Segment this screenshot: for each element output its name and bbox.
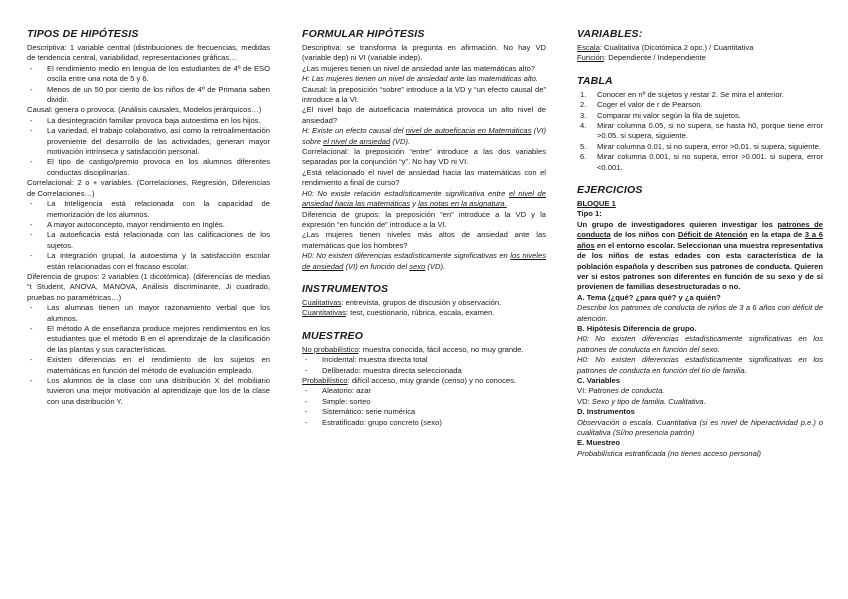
paragraph: Correlacional: la preposición “entre” introduce a las dos variables separadas por la conjunción “y”. No hay VD ni VI. xyxy=(302,147,546,167)
hypothesis: H: Las mujeres tienen un nivel de ansiedad ante las matemáticas alto. xyxy=(302,74,538,84)
text-run: (VI) en función del xyxy=(343,261,410,271)
step-text: Coger el valor de r de Pearson. xyxy=(597,100,703,110)
text-run: (VD). xyxy=(390,136,411,146)
label: No probabilístico xyxy=(302,344,359,354)
step-number: 6. xyxy=(580,152,587,162)
answer-a-text: Describir los patrones de conducta de niños de 3 a 6 años con déficit de atención. xyxy=(577,303,823,323)
column-tipos-hipotesis xyxy=(27,28,270,407)
underlined-term: Déficit de Atención xyxy=(677,230,748,240)
list-item xyxy=(577,142,823,152)
text-run: : difícil acceso, muy grande (censo) y no conoces. xyxy=(347,375,517,385)
causal-intro: Causal: genera o provoca. (Análisis causales, Modelos jerárquicos…) xyxy=(27,105,262,115)
section-title-muestreo: MUESTREO xyxy=(302,329,364,342)
descriptiva-list xyxy=(27,64,270,106)
underlined-term: 3 a 6 años xyxy=(577,230,823,250)
list-item: - La autoeficacia está relacionada con las calificaciones de los sujetos. xyxy=(27,230,270,251)
text-run: : Dependiente / Independiente xyxy=(604,53,706,63)
list-item xyxy=(577,152,823,173)
exercise-statement xyxy=(577,220,823,293)
list-item xyxy=(577,111,823,121)
paragraph xyxy=(302,298,546,308)
column-variables-ejercicios xyxy=(577,28,823,459)
list-item: - La integración grupal, la autoestima y la satisfacción escolar están relacionadas con el fracaso escolar. xyxy=(27,251,270,272)
list-item: - La Inteligencia está relacionada con la capacidad de memorización de los alumnos. xyxy=(27,199,270,220)
section-title-tipos: TIPOS DE HIPÓTESIS xyxy=(27,28,139,40)
list-item xyxy=(577,100,823,110)
list-item: - Las alumnas tienen un mayor razonamiento verbal que los alumnos. xyxy=(27,303,270,324)
label: Escala xyxy=(577,43,600,52)
label: Función xyxy=(577,53,605,63)
paragraph: Descriptiva: se transforma la pregunta en afirmación. No hay VD (variable dep) ni VI (variable indep). xyxy=(302,43,546,63)
section-title-formular: FORMULAR HIPÓTESIS xyxy=(302,28,425,40)
paragraph: Diferencia de grupos: la preposición “en” introduce a la VD y la expresión “en función de” introduce a la VI. xyxy=(302,209,546,229)
text-run: : entrevista, grupos de discusión y observación. xyxy=(341,297,502,307)
tipo-label: Tipo 1: xyxy=(577,209,602,219)
underlined-variable: sexo xyxy=(409,261,426,271)
descriptiva-intro: Descriptiva: 1 variable central (distribuciones de frecuencias, medidas de tendencia central, variabilidad, representaciones gráficas… xyxy=(27,43,270,63)
text-run: de los niños con xyxy=(610,230,678,240)
answer-c-vi xyxy=(577,386,823,396)
underlined-variable: el nivel de ansiedad hacia las matemáticas xyxy=(302,188,546,209)
paragraph: ¿Las mujeres tienen un nivel de ansiedad ante las matemáticas alto? xyxy=(302,63,536,73)
noprob-list xyxy=(302,355,546,376)
text-run: Un grupo de investigadores quieren investigar los xyxy=(577,219,778,229)
step-text: Comparar mi valor según la fila de sujetos. xyxy=(597,110,741,120)
paragraph xyxy=(302,376,546,386)
paragraph: ¿Las mujeres tienen niveles más altos de ansiedad ante las matemáticas que los hombres? xyxy=(302,230,546,250)
hypothesis xyxy=(302,189,546,210)
diferencia-intro: Diferencia de grupos: 2 variables (1 dicotómica). (diferencias de medias “t Student, ANOVA, MANOVA, Análisis discriminante, Ji cuadrado, pruebas no paramétricas…) xyxy=(27,271,270,302)
step-text: Mirar columna 0.05, si no supera, se hasta h0, porque tiene error >0.05. si supera, siguiente. xyxy=(597,121,823,141)
causal-list xyxy=(27,116,270,178)
text-run: y xyxy=(410,199,419,209)
label: Probabilístico xyxy=(302,375,348,385)
answer-c-label: C. Variables xyxy=(577,375,621,385)
underlined-variable: las notas en la asignatura. xyxy=(418,199,507,209)
step-number: 5. xyxy=(580,141,587,151)
section-title-tabla: TABLA xyxy=(577,74,613,87)
step-number: 4. xyxy=(580,121,587,131)
underlined-variable: nivel de autoeficacia en Matemáticas xyxy=(405,126,532,136)
section-title-instrumentos: INSTRUMENTOS xyxy=(302,282,389,295)
answer-b-hypothesis: H0: No existen diferencias estadísticamente significativas en los patrones de conducta en función del tío de familia. xyxy=(577,355,823,375)
text-run: : Cualitativa (Dicotómica 2 opc.) / Cuantitativa xyxy=(599,43,754,52)
text-run: Patrones de conducta. xyxy=(588,386,665,396)
answer-b-hypothesis: H0: No existen diferencias estadísticamente significativas en los patrones de conducta en función del sexo. xyxy=(577,334,823,354)
label: Cualitativas xyxy=(302,297,342,307)
text-run: en el entorno escolar. Seleccionan una muestra representativa de los niños de estas edades con esta característica de la población española y describen sus patrones de conducta. Quieren ver si estos patrones son diferentes en función de su sexo y de si provienen de familias desestructuradas o no. xyxy=(577,240,823,292)
list-item: - Deliberado: muestra directa seleccionada xyxy=(302,366,546,376)
paragraph: ¿Está relacionado el nivel de ansiedad hacia las matemáticas con el rendimiento a final de curso? xyxy=(302,167,546,188)
text-run: H0: No existe relación estadísticamente significativa entre xyxy=(302,188,509,198)
list-item: - El rendimiento medio en lengua de los estudiantes de 4º de ESO oscila entre una nota de 5 y 6. xyxy=(27,64,270,85)
step-number: 2. xyxy=(580,100,587,110)
text-run: en la etapa de xyxy=(747,230,805,240)
list-item: - Menos de un 50 por ciento de los niños de 4º de Primaria saben dividir. xyxy=(27,85,270,106)
text-run: H0: No existen diferencias estadísticamente significativas en xyxy=(302,251,511,261)
section-title-ejercicios: EJERCICIOS xyxy=(577,184,643,197)
list-item xyxy=(577,121,823,142)
answer-e-text: Probabilística estratificada (no tienes acceso personal) xyxy=(577,448,762,458)
paragraph xyxy=(302,345,546,355)
list-item: - Los alumnos de la clase con una distribución X del mobiliario tuvieron una mejor motivación al aprendizaje que los de la clase con una distribución Y. xyxy=(27,376,270,407)
section-title-variables: VARIABLES: xyxy=(577,28,643,40)
label: Cuantitativas xyxy=(302,308,346,318)
bloque-label: BLOQUE 1 xyxy=(577,199,616,209)
tabla-steps xyxy=(577,90,823,173)
step-text: Mirar columna 0.001, si no supera, error >0.001. si supera, error <0.001. xyxy=(597,152,823,172)
answer-b-label: B. Hipótesis Diferencia de grupo. xyxy=(577,323,697,333)
step-text: Conocer en nº de sujetos y restar 2. Se mira el anterior. xyxy=(597,89,784,99)
text-run: VD: xyxy=(577,396,592,406)
paragraph: Causal: la preposición “sobre” introduce a la VD y “un efecto causal de” introduce a la VI. xyxy=(302,84,546,105)
text-run: Sexo y tipo de familia. Cualitativa. xyxy=(591,396,706,406)
step-number: 3. xyxy=(580,110,587,120)
underlined-term: patrones de conducta xyxy=(577,219,823,240)
underlined-variable: los niveles de ansiedad xyxy=(302,251,546,271)
correlacional-intro: Correlacional: 2 o + variables. (Correlaciones, Regresión, Diferencias de Correlaciones…) xyxy=(27,178,270,198)
list-item: - Sistemático: serie numérica xyxy=(302,407,546,417)
list-item: - Existen diferencias en el rendimiento de los sujetos en matemáticas en función del método de evaluación empleado. xyxy=(27,355,270,376)
paragraph xyxy=(302,308,546,318)
list-item: - El tipo de castigo/premio provoca en los alumnos diferentes conductas disciplinarias. xyxy=(27,157,270,178)
underlined-variable: el nivel de ansiedad xyxy=(323,136,391,146)
list-item xyxy=(577,90,823,100)
list-item: - Simple: sorteo xyxy=(302,397,546,407)
prob-list xyxy=(302,386,546,428)
hypothesis xyxy=(302,251,546,272)
list-item: - El método A de enseñanza produce mejores rendimientos en los estudiantes que el método B en el aprendizaje de la clasificación de las plantas y sus características. xyxy=(27,324,270,355)
answer-a-label: A. Tema (¿qué? ¿para qué? y ¿a quién? xyxy=(577,292,721,302)
answer-d-text: Observación o escala. Cuantitativa (si es nivel de hiperactividad p.e.) o cualitativa (Sí/no presencia patrón) xyxy=(577,417,823,437)
answer-c-vd xyxy=(577,397,823,407)
list-item: - Estratificado: grupo concreto (sexo) xyxy=(302,418,546,428)
list-item: - Incidental: muestra directa total xyxy=(302,355,546,365)
text-run: VI: xyxy=(577,386,589,396)
list-item: - La variedad, el trabajo colaborativo, así como la retroalimentación proveniente del desarrollo de las actividades, generan mayor motivación intrínseca y satisfacción personal. xyxy=(27,126,270,157)
text-run: : test, cuestionario, rúbrica, escala, examen. xyxy=(345,308,495,318)
diferencia-list xyxy=(27,303,270,407)
step-number: 1. xyxy=(580,89,587,99)
text-run: : muestra conocida, fácil acceso, no muy grande. xyxy=(358,344,524,354)
list-item: - Aleatorio: azar xyxy=(302,386,546,396)
paragraph xyxy=(577,53,823,63)
correlacional-list xyxy=(27,199,270,272)
step-text: Mirar columna 0.01, si no supera, error >0.01. si supera, siguiente. xyxy=(597,141,821,151)
paragraph xyxy=(577,43,823,53)
text-run: H: Existe un efecto causal del xyxy=(302,126,406,136)
paragraph: ¿El nivel bajo de autoeficacia matemática provoca un alto nivel de ansiedad? xyxy=(302,105,546,125)
list-item: - La desintegración familiar provoca baja autoestima en los hijos. xyxy=(27,116,270,126)
hypothesis xyxy=(302,126,546,147)
text-run: (VI) sobre xyxy=(302,126,547,146)
list-item: - A mayor autoconcepto, mayor rendimiento en Inglés. xyxy=(27,220,270,230)
answer-d-label: D. Instrumentos xyxy=(577,407,635,417)
answer-e-label: E. Muestreo xyxy=(577,438,621,448)
column-formular-hipotesis xyxy=(302,28,546,428)
text-run: (VD). xyxy=(425,261,446,271)
